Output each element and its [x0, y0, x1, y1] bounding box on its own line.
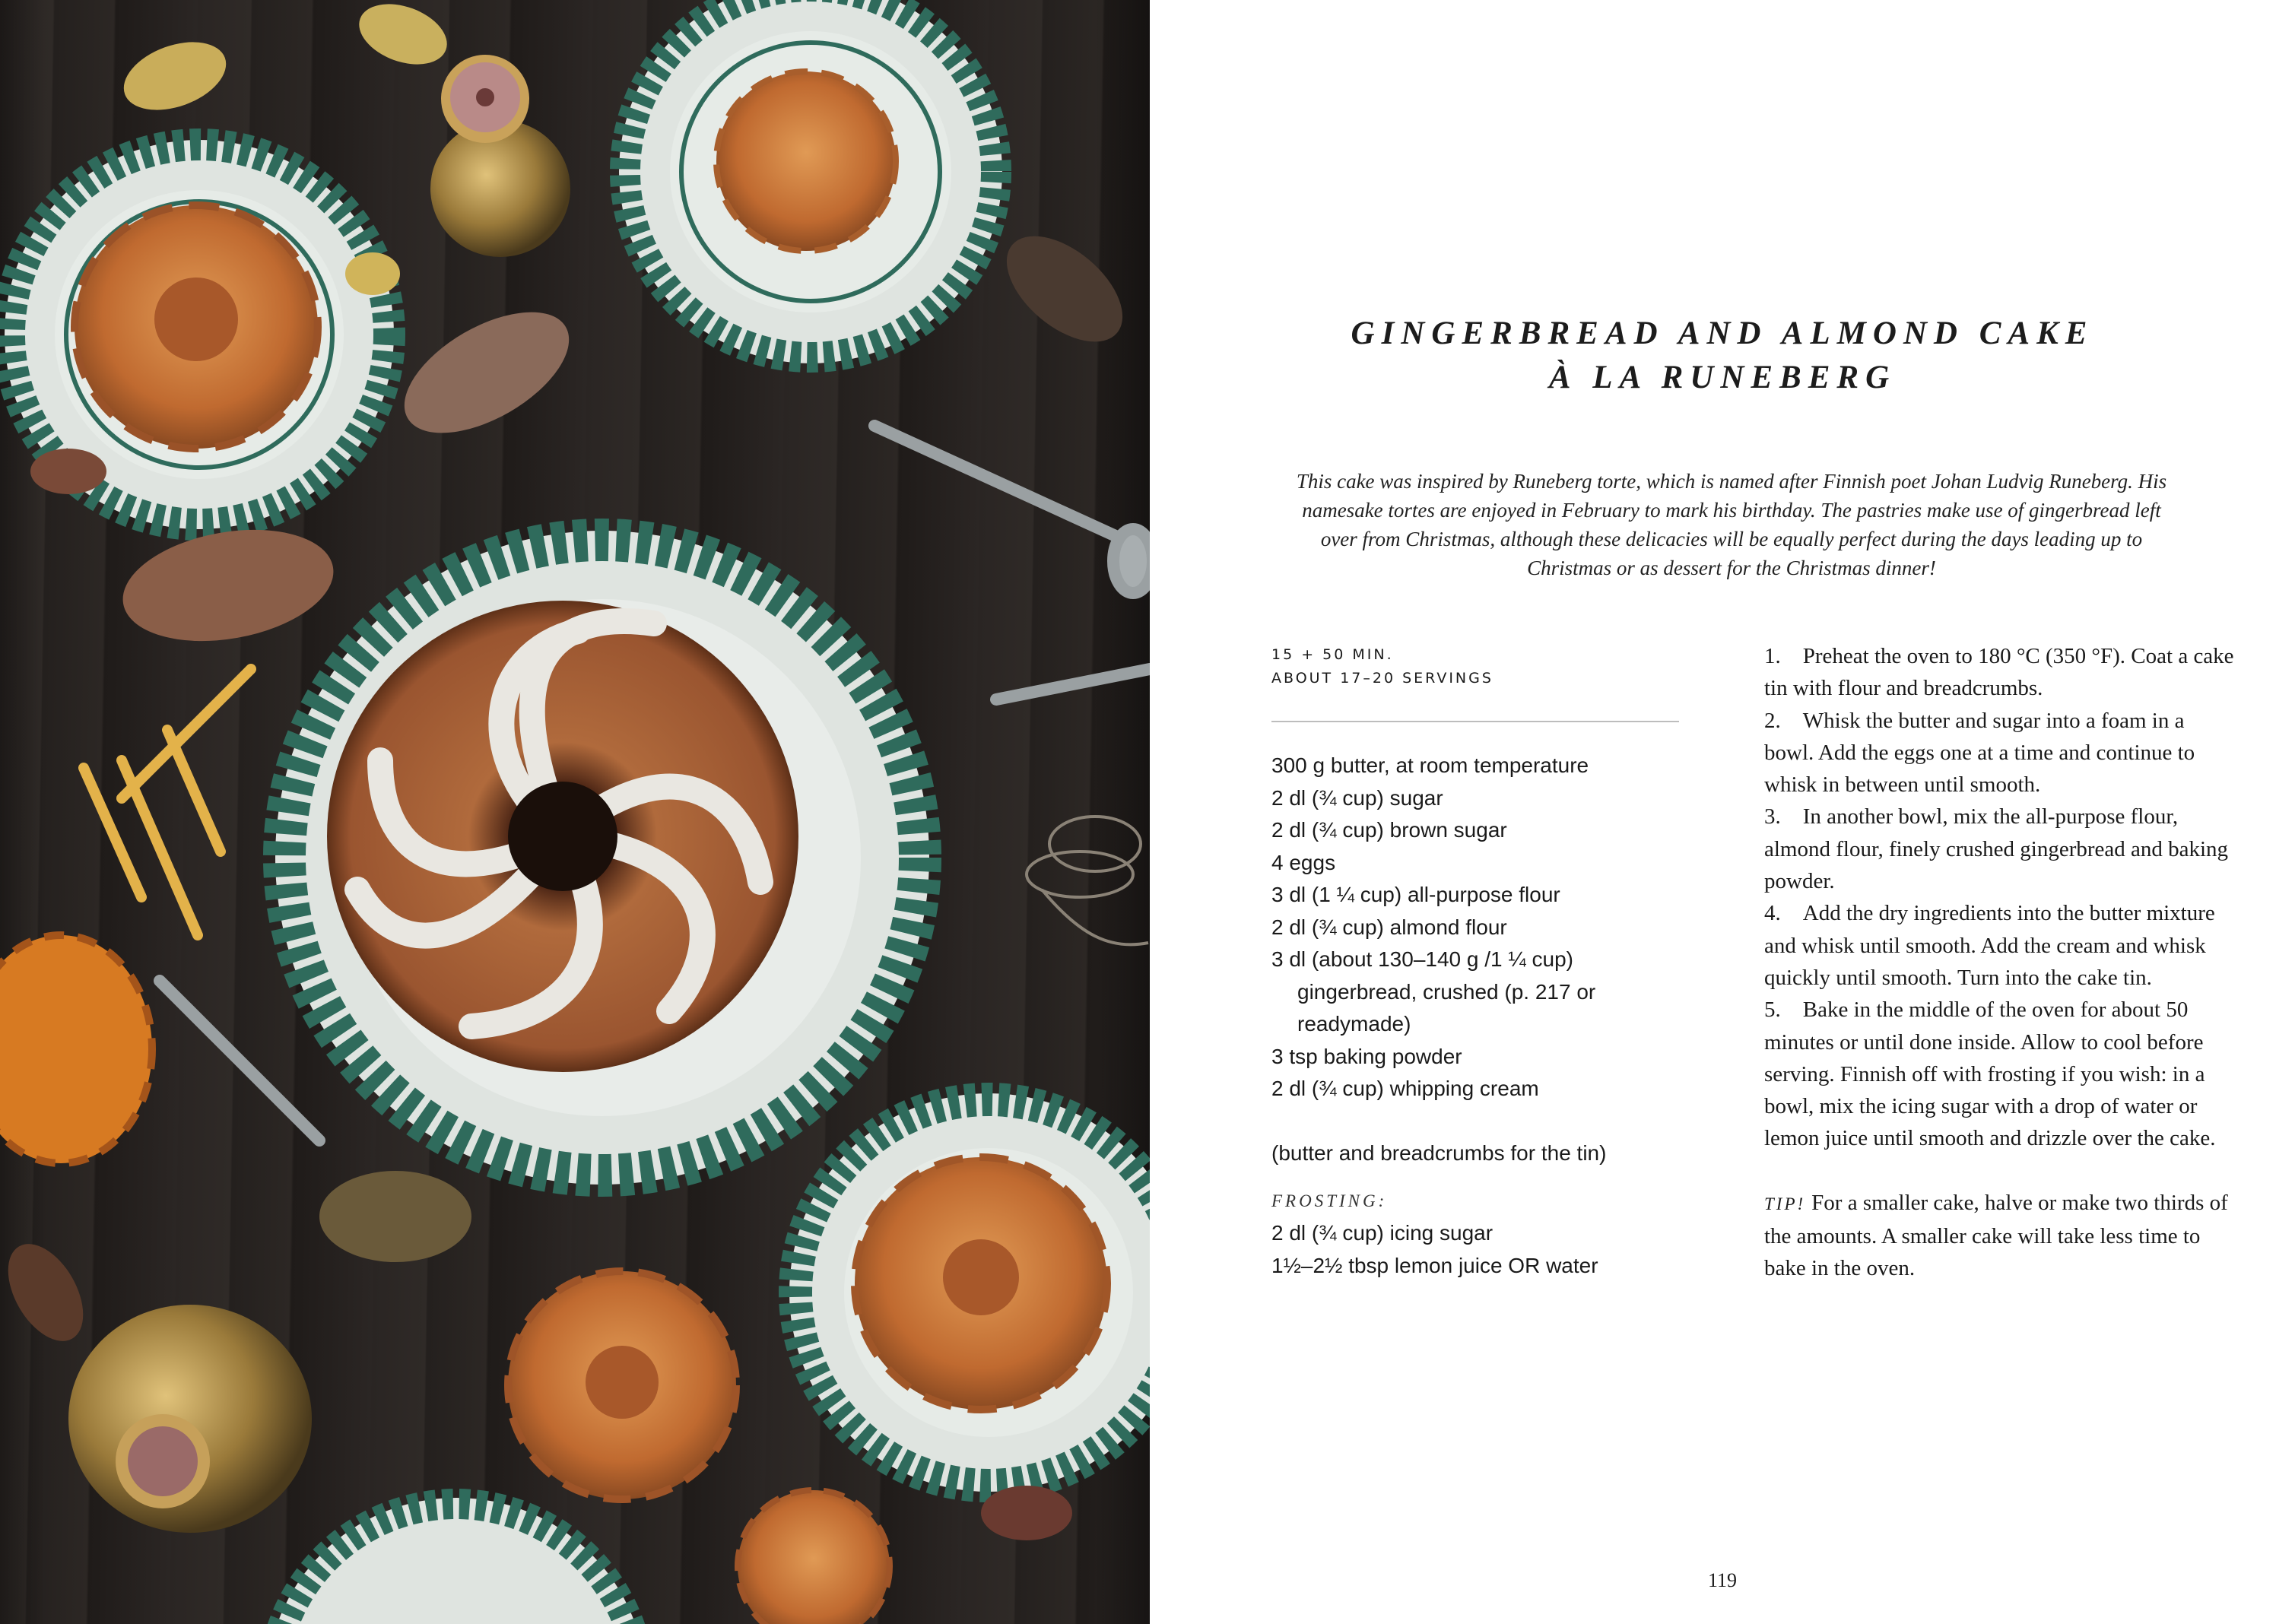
ingredient-item: 2 dl (¾ cup) whipping cream — [1271, 1077, 1539, 1100]
method-step: 5. Bake in the middle of the oven for about 50 minutes or until done inside. Allow to cool before serving. Finnish off with frosting if you wish: in a bowl, mix the icing sugar with a drop of water or lemon juice until smooth and drizzle over the cake. — [1764, 998, 2216, 1151]
frosting-item: 2 dl (¾ cup) icing sugar — [1271, 1221, 1493, 1245]
recipe-meta — [1271, 643, 1493, 690]
recipe-title-line-2: À LA RUNEBERG — [1548, 360, 1897, 395]
mini-cake-bottom-center — [508, 1271, 736, 1499]
page-number: 119 — [1707, 1569, 1738, 1591]
frosting-label: FROSTING: — [1271, 1191, 1388, 1210]
plate-top-center — [619, 0, 1002, 363]
recipe-title — [1150, 312, 2295, 400]
servings: ABOUT 17–20 SERVINGS — [1271, 670, 1493, 687]
ingredient-item: 3 dl (1 ¼ cup) all-purpose flour — [1271, 883, 1560, 906]
plate-bottom-left — [266, 1498, 646, 1624]
ingredient-item: 300 g butter, at room temperature — [1271, 753, 1589, 777]
ingredient-item: 2 dl (¾ cup) sugar — [1271, 785, 1443, 810]
ingredient-item: 2 dl (¾ cup) almond flour — [1271, 915, 1507, 939]
beeswax-candles — [84, 669, 251, 935]
tip — [1764, 1187, 2236, 1285]
ingredient-item-continued: readymade) — [1297, 1012, 1411, 1036]
mini-cake-bottom — [738, 1490, 890, 1624]
ingredient-list — [1271, 750, 1697, 1282]
plate-center-bundt — [275, 531, 929, 1185]
candle-holder-top — [430, 55, 570, 257]
ingredient-item-continued: gingerbread, crushed (p. 217 or — [1297, 979, 1596, 1004]
method-step: 2. Whisk the butter and sugar into a foam in a bowl. Add the eggs one at a time and continue to whisk in between until smooth. — [1764, 708, 2195, 798]
prep-time: 15 + 50 MIN. — [1271, 646, 1394, 663]
spacer — [1271, 1105, 1697, 1138]
divider — [1271, 721, 1679, 722]
tip-text: For a smaller cake, halve or make two thirds of the amounts. A smaller cake will take less time to bake in the oven. — [1764, 1190, 2228, 1281]
method-steps — [1764, 640, 2236, 1285]
frosting-item: 1½–2½ tbsp lemon juice OR water — [1271, 1253, 1598, 1277]
recipe-intro: This cake was inspired by Runeberg torte, which is named after Finnish poet Johan Ludvig Runeberg. His namesake tortes are enjoyed in February to mark his birthday. The pastries make use of gingerbread left over from Christmas, although these delicacies will be equally perfect during the days leading up to Christmas or as dessert for the Christmas dinner! — [1296, 470, 2167, 579]
method-step: 4. Add the dry ingredients into the butter mixture and whisk until smooth. Add the cream and whisk quickly until smooth. Turn into the cake tin. — [1764, 901, 2215, 990]
method-step: 1. Preheat the oven to 180 °C (350 °F). Coat a cake tin with flour and breadcrumbs. — [1764, 644, 2234, 701]
ingredient-item: 2 dl (¾ cup) brown sugar — [1271, 818, 1507, 842]
ingredient-item: 4 eggs — [1271, 850, 1336, 874]
candle-holder-bottom — [68, 1305, 312, 1533]
tin-note: (butter and breadcrumbs for the tin) — [1271, 1141, 1607, 1165]
recipe-page — [1150, 0, 2295, 1624]
pumpkin — [0, 935, 152, 1163]
plate-bottom-right — [789, 1093, 1150, 1492]
recipe-title-line-1: GINGERBREAD AND ALMOND CAKE — [1351, 316, 2094, 351]
ingredient-item: 3 dl (about 130–140 g /1 ¼ cup) — [1271, 947, 1573, 971]
ingredient-item: 3 tsp baking powder — [1271, 1044, 1462, 1068]
method-step: 3. In another bowl, mix the all-purpose flour, almond flour, finely crushed gingerbread and baking powder. — [1764, 804, 2229, 894]
twine — [1027, 817, 1148, 944]
tip-label: TIP! — [1764, 1194, 1806, 1213]
